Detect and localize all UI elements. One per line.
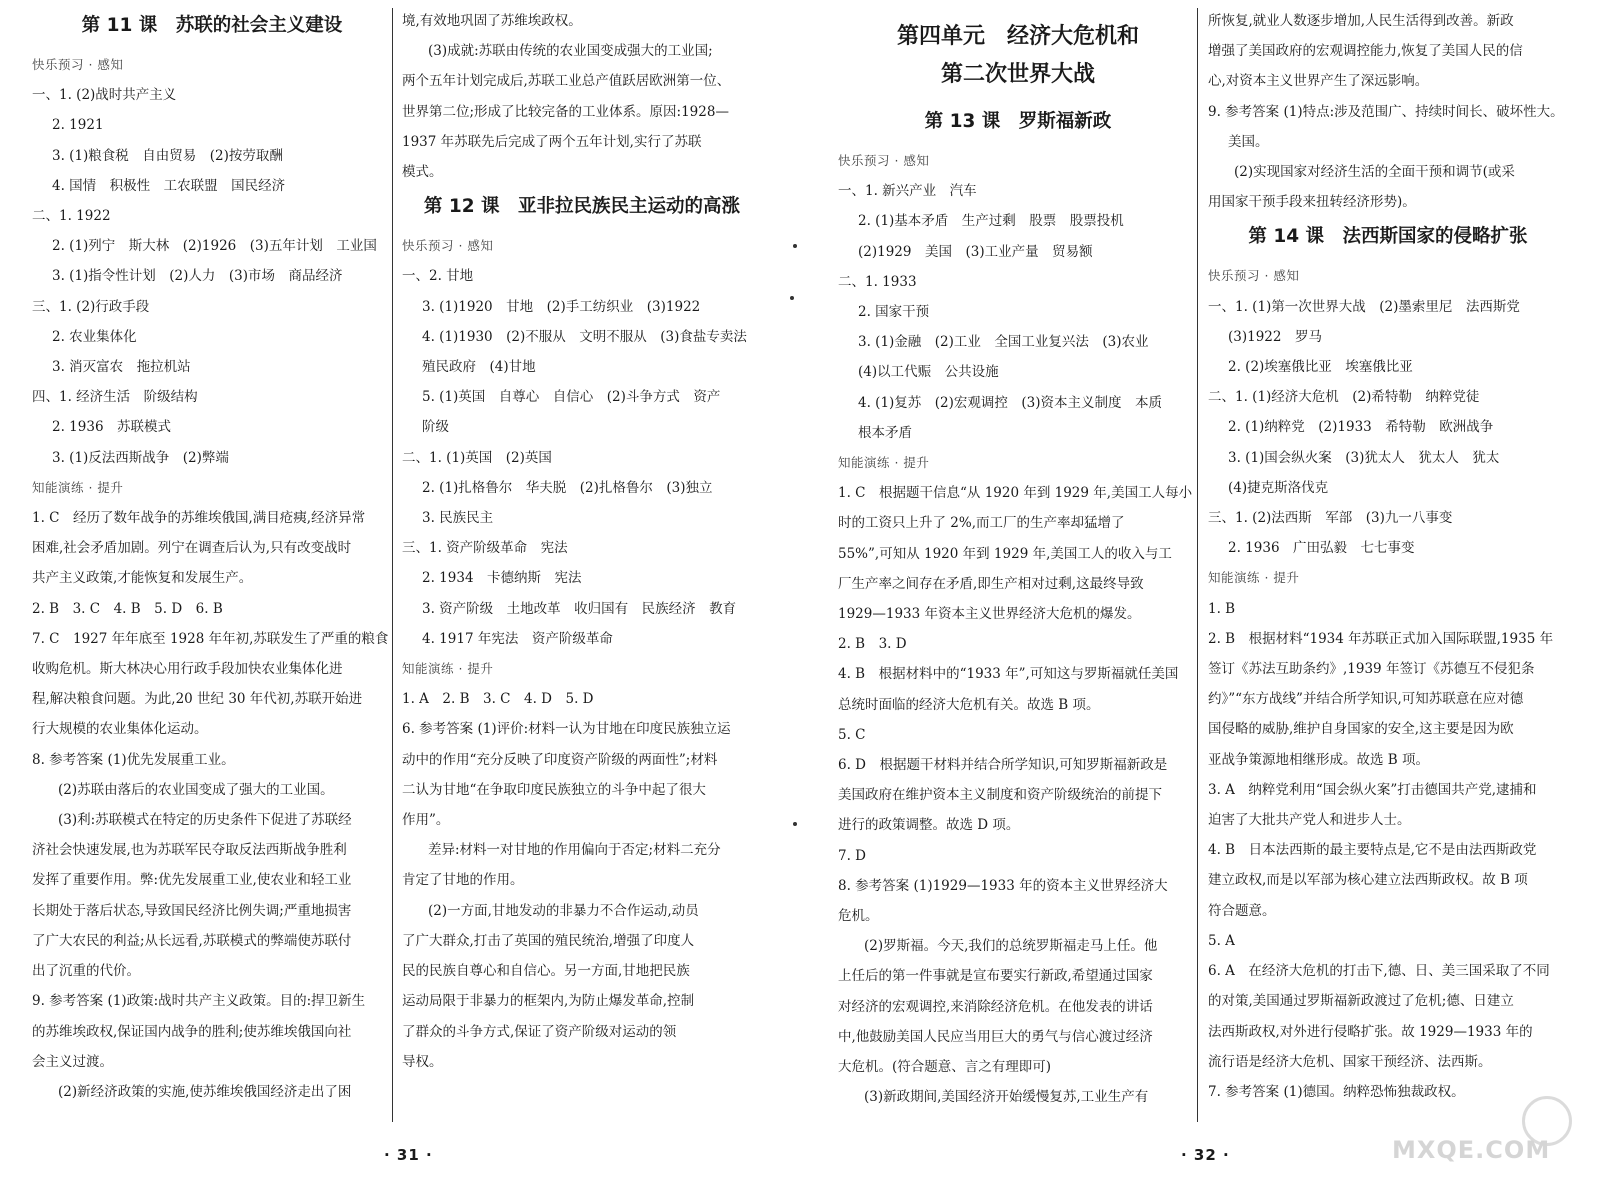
answer-line: 3. (1)指令性计划 (2)人力 (3)市场 商品经济 <box>52 268 343 285</box>
lesson-11-title: 第 11 课 苏联的社会主义建设 <box>81 15 343 36</box>
answer-line: 的对策,美国通过罗斯福新政渡过了危机;德、日建立 <box>1208 993 1514 1010</box>
answer-line: 流行语是经济大危机、国家干预经济、法西斯。 <box>1208 1053 1492 1070</box>
answer-line: 5. (1)英国 自尊心 自信心 (2)斗争方式 资产 <box>422 389 721 406</box>
answer-line: 2. 农业集体化 <box>52 328 137 345</box>
answer-line: 了广大群众,打击了英国的殖民统治,增强了印度人 <box>402 932 695 949</box>
answer-line: 1. B <box>1208 600 1236 617</box>
answer-line: (3)成就:苏联由传统的农业国变成强大的工业国; <box>428 43 713 60</box>
answer-line: 阶级 <box>422 419 449 436</box>
answer-line: 4. 国情 积极性 工农联盟 国民经济 <box>52 177 286 194</box>
answer-line: 签订《苏法互助条约》,1939 年签订《苏德互不侵犯条 <box>1208 661 1535 678</box>
answer-line: 所恢复,就业人数逐步增加,人民生活得到改善。新政 <box>1208 13 1514 29</box>
answer-line: 2. 1936 广田弘毅 七七事变 <box>1228 540 1415 557</box>
answer-line: 5. C <box>838 726 866 743</box>
answer-line: 发挥了重要作用。弊:优先发展重工业,使农业和轻工业 <box>32 872 352 889</box>
answer-line: 3. (1)反法西斯战争 (2)弊端 <box>52 449 229 466</box>
answer-line: 民的民族自尊心和自信心。另一方面,甘地把民族 <box>402 963 690 980</box>
answer-line: 行大规模的农业集体化运动。 <box>32 721 208 738</box>
answer-line: 3. A 纳粹党利用“国会纵火案”打击德国共产党,逮捕和 <box>1208 781 1537 798</box>
answer-line: 1. C 根据题干信息“从 1920 年到 1929 年,美国工人每小 <box>838 485 1193 502</box>
answer-line: 一、1. 新兴产业 汽车 <box>838 183 977 200</box>
section-heading: 知能演练 · 提升 <box>838 455 930 471</box>
answer-line: (2)1929 美国 (3)工业产量 贸易额 <box>858 243 1093 260</box>
answer-line: 了广大农民的利益;从长远看,苏联模式的弊端使苏联付 <box>32 932 352 949</box>
answer-line: 模式。 <box>402 164 443 181</box>
answer-line: 四、1. 经济生活 阶级结构 <box>32 389 198 406</box>
lesson-14-body <box>1208 261 1568 1107</box>
answer-line: 差异:材料一对甘地的作用偏向于否定;材料二充分 <box>428 842 721 859</box>
answer-line: (4)捷克斯洛伐克 <box>1228 479 1329 496</box>
answer-line: (3)新政期间,美国经济开始缓慢复苏,工业生产有 <box>864 1089 1149 1106</box>
answer-line: 3. 民族民主 <box>422 510 494 527</box>
section-heading: 知能演练 · 提升 <box>1208 570 1300 586</box>
page-31-column-right <box>402 6 762 1126</box>
answer-line: 进行的政策调整。故选 D 项。 <box>838 817 1020 834</box>
answer-line: (2)罗斯福。今天,我们的总统罗斯福走马上任。他 <box>864 938 1158 955</box>
answer-line: (3)1922 罗马 <box>1228 328 1322 345</box>
answer-line: 长期处于落后状态,导致国民经济比例失调;严重地损害 <box>32 902 352 919</box>
answer-line: 3. (1)国会纵火案 (3)犹太人 犹太人 犹太 <box>1228 449 1500 466</box>
answer-line: 会主义过渡。 <box>32 1053 113 1070</box>
answer-line: 6. 参考答案 (1)评价:材料一认为甘地在印度民族独立运 <box>402 721 731 738</box>
answer-line: 1937 年苏联先后完成了两个五年计划,实行了苏联 <box>402 133 702 150</box>
answer-line: 二、1. (1)英国 (2)英国 <box>402 449 552 466</box>
answer-line: 2. 1921 <box>52 117 104 134</box>
answer-line: 肯定了甘地的作用。 <box>402 872 524 889</box>
answer-line: 2. B 3. D <box>838 636 907 653</box>
answer-line: 4. (1)1930 (2)不服从 文明不服从 (3)食盐专卖法 <box>422 328 747 345</box>
answer-line: 8. 参考答案 (1)优先发展重工业。 <box>32 751 235 768</box>
answer-line: 动中的作用“充分反映了印度资产阶级的两面性”;材料 <box>402 751 718 768</box>
answer-line: 出了沉重的代价。 <box>32 963 140 980</box>
answer-line: 用国家干预手段来扭转经济形势)。 <box>1208 194 1416 211</box>
answer-line: 厂生产率之间存在矛盾,即生产相对过剩,这最终导致 <box>838 575 1144 592</box>
answer-line: 4. B 日本法西斯的最主要特点是,它不是由法西斯政党 <box>1208 842 1537 859</box>
scan-speck <box>793 244 797 248</box>
answer-line: 8. 参考答案 (1)1929—1933 年的资本主义世界经济大 <box>838 877 1168 894</box>
section-heading: 快乐预习 · 感知 <box>1208 268 1300 284</box>
answer-line: 迫害了大批共产党人和进步人士。 <box>1208 812 1411 829</box>
answer-line: 二、1. 1933 <box>838 273 917 290</box>
answer-line: 作用”。 <box>402 812 450 829</box>
answer-line: (2)新经济政策的实施,使苏维埃俄国经济走出了困 <box>58 1083 352 1100</box>
answer-line: 3. 资产阶级 土地改革 收归国有 民族经济 教育 <box>422 600 737 617</box>
answer-line: 2. (1)列宁 斯大林 (2)1926 (3)五年计划 工业国 <box>52 238 377 255</box>
answer-line: 一、1. (1)第一次世界大战 (2)墨索里尼 法西斯党 <box>1208 298 1520 315</box>
answer-line: 三、1. 资产阶级革命 宪法 <box>402 540 568 557</box>
lesson-12-body <box>402 231 762 1077</box>
answer-line: 世界第二位;形成了比较完备的工业体系。原因:1928— <box>402 103 729 120</box>
answer-line: 共产主义政策,才能恢复和发展生产。 <box>32 570 253 587</box>
answer-line: 1929—1933 年资本主义世界经济大危机的爆发。 <box>838 606 1141 623</box>
answer-line: 困难,社会矛盾加剧。列宁在调查后认为,只有改变战时 <box>32 540 352 557</box>
answer-line: 2. 国家干预 <box>858 304 930 321</box>
answer-line: 4. (1)复苏 (2)宏观调控 (3)资本主义制度 本质 <box>858 394 1163 411</box>
answer-line: 7. D <box>838 847 866 864</box>
answer-line: 导权。 <box>402 1053 443 1070</box>
lesson-13-continued <box>1208 6 1568 217</box>
answer-line: 对经济的宏观调控,来消除经济危机。在他发表的讲话 <box>838 998 1153 1015</box>
section-heading: 知能演练 · 提升 <box>402 661 494 677</box>
answer-line: 了群众的斗争方式,保证了资产阶级对运动的领 <box>402 1023 677 1040</box>
answer-line: 约》”“东方战线”并结合所学知识,可知苏联意在应对德 <box>1208 691 1524 708</box>
answer-line: 中,他鼓励美国人民应当用巨大的勇气与信心渡过经济 <box>838 1028 1153 1045</box>
lesson-13-body <box>838 146 1198 1113</box>
answer-line: 增强了美国政府的宏观调控能力,恢复了美国人民的信 <box>1208 43 1523 60</box>
answer-line: 三、1. (2)法西斯 军部 (3)九一八事变 <box>1208 510 1453 527</box>
answer-line: 5. A <box>1208 932 1235 949</box>
page-32-column-right <box>1208 6 1568 1126</box>
column-divider <box>392 8 393 1122</box>
answer-line: 大危机。(符合题意、言之有理即可) <box>838 1059 1052 1076</box>
answer-line: 运动局限于非暴力的框架内,为防止爆发革命,控制 <box>402 993 695 1010</box>
answer-line: 1. C 经历了数年战争的苏维埃俄国,满目疮痍,经济异常 <box>32 510 366 527</box>
section-heading: 知能演练 · 提升 <box>32 479 124 495</box>
answer-line: 2. (1)扎格鲁尔 华夫脱 (2)扎格鲁尔 (3)独立 <box>422 479 713 496</box>
answer-line: 的苏维埃政权,保证国内战争的胜利;使苏维埃俄国向社 <box>32 1023 352 1040</box>
answer-line: 一、1. (2)战时共产主义 <box>32 87 177 104</box>
answer-line: (2)实现国家对经济生活的全面干预和调节(或采 <box>1234 164 1515 181</box>
answer-line: 2. (1)基本矛盾 生产过剩 股票 股票投机 <box>858 213 1124 230</box>
site-watermark <box>1392 1096 1582 1164</box>
answer-line: 2. B 根据材料“1934 年苏联正式加入国际联盟,1935 年 <box>1208 630 1554 647</box>
answer-line: 美国。 <box>1228 133 1269 150</box>
answer-line: 境,有效地巩固了苏维埃政权。 <box>402 13 582 29</box>
answer-line: 符合题意。 <box>1208 902 1276 919</box>
lesson-13-title: 第 13 课 罗斯福新政 <box>924 111 1112 132</box>
column-divider <box>1197 8 1198 1122</box>
unit-4-title-line-1: 第四单元 经济大危机和 <box>896 24 1139 49</box>
answer-line: 6. D 根据题干材料并结合所学知识,可知罗斯福新政是 <box>838 757 1168 774</box>
lesson-12-title: 第 12 课 亚非拉民族民主运动的高涨 <box>423 196 741 218</box>
answer-line: 根本矛盾 <box>858 424 912 441</box>
answer-line: 济社会快速发展,也为苏联军民夺取反法西斯战争胜利 <box>32 842 347 859</box>
answer-line: 总统时面临的经济大危机有关。故选 B 项。 <box>838 696 1100 713</box>
answer-line: 上任后的第一件事就是宣布要实行新政,希望通过国家 <box>838 968 1153 985</box>
section-heading: 快乐预习 · 感知 <box>402 238 494 254</box>
answer-line: (4)以工代赈 公共设施 <box>858 364 999 381</box>
answer-line: (3)利:苏联模式在特定的历史条件下促进了苏联经 <box>58 812 352 829</box>
answer-line: 亚战争策源地相继形成。故选 B 项。 <box>1208 751 1430 768</box>
answer-line: 2. 1936 苏联模式 <box>52 419 172 436</box>
lesson-11-continued <box>402 6 762 187</box>
answer-line: 3. (1)1920 甘地 (2)手工纺织业 (3)1922 <box>422 298 701 315</box>
scan-speck <box>793 822 797 826</box>
answer-line: (2)苏联由落后的农业国变成了强大的工业国。 <box>58 781 334 798</box>
watermark-text: MXQE.COM <box>1392 1136 1551 1164</box>
answer-line: 2. B 3. C 4. B 5. D 6. B <box>32 600 223 617</box>
answer-line: 7. C 1927 年年底至 1928 年年初,苏联发生了严重的粮食 <box>32 630 389 647</box>
answer-line: 殖民政府 (4)甘地 <box>422 359 536 376</box>
answer-line: 程,解决粮食问题。为此,20 世纪 30 年代初,苏联开始进 <box>32 691 363 708</box>
section-heading: 快乐预习 · 感知 <box>838 153 930 168</box>
answer-line: 3. 消灭富农 拖拉机站 <box>52 359 191 376</box>
answer-line: 3. (1)金融 (2)工业 全国工业复兴法 (3)农业 <box>858 334 1149 351</box>
answer-line: (2)一方面,甘地发动的非暴力不合作运动,动员 <box>428 902 699 919</box>
answer-line: 时的工资只上升了 2%,而工厂的生产率却猛增了 <box>838 515 1125 532</box>
answer-line: 心,对资本主义世界产生了深远影响。 <box>1208 73 1429 90</box>
answer-line: 两个五年计划完成后,苏联工业总产值跃居欧洲第一位、 <box>402 73 731 90</box>
answer-line: 4. B 根据材料中的“1933 年”,可知这与罗斯福就任美国 <box>838 666 1179 683</box>
answer-line: 2. (2)埃塞俄比亚 埃塞俄比亚 <box>1228 359 1413 376</box>
answer-line: 4. 1917 年宪法 资产阶级革命 <box>422 630 613 647</box>
answer-line: 3. (1)粮食税 自由贸易 (2)按劳取酬 <box>52 147 283 164</box>
answer-line: 6. A 在经济大危机的打击下,德、日、美三国采取了不同 <box>1208 963 1550 980</box>
answer-line: 二、1. (1)经济大危机 (2)希特勒 纳粹党徒 <box>1208 389 1480 406</box>
answer-line: 1. A 2. B 3. C 4. D 5. D <box>402 691 594 708</box>
answer-line: 7. 参考答案 (1)德国。纳粹恐怖独裁政权。 <box>1208 1083 1465 1100</box>
answer-line: 二、1. 1922 <box>32 208 111 225</box>
page-32-column-left <box>838 6 1198 1126</box>
answer-line: 收购危机。斯大林决心用行政手段加快农业集体化进 <box>32 661 343 678</box>
page-number-32: · 32 · <box>1181 1146 1230 1164</box>
answer-line: 危机。 <box>838 908 879 925</box>
unit-4-title-line-2: 第二次世界大战 <box>940 62 1095 87</box>
answer-line: 二认为甘地“在争取印度民族独立的斗争中起了很大 <box>402 781 706 798</box>
answer-line: 美国政府在维护资本主义制度和资产阶级统治的前提下 <box>838 787 1162 804</box>
page-number-31: · 31 · <box>384 1146 433 1164</box>
answer-line: 法西斯政权,对外进行侵略扩张。故 1929—1933 年的 <box>1208 1023 1533 1040</box>
answer-line: 国侵略的威胁,维护自身国家的安全,这主要是因为欧 <box>1208 721 1514 738</box>
answer-line: 三、1. (2)行政手段 <box>32 298 150 315</box>
lesson-11-body <box>32 50 392 1107</box>
answer-line: 建立政权,而是以军部为核心建立法西斯政权。故 B 项 <box>1208 872 1528 889</box>
scan-speck <box>790 296 794 300</box>
answer-line: 55%”,可知从 1920 年到 1929 年,美国工人的收入与工 <box>838 545 1172 562</box>
answer-line: 一、2. 甘地 <box>402 268 474 285</box>
lesson-14-title: 第 14 课 法西斯国家的侵略扩张 <box>1248 226 1528 248</box>
unit-4-title <box>838 18 1198 94</box>
section-heading: 快乐预习 · 感知 <box>32 57 124 72</box>
answer-line: 2. (1)纳粹党 (2)1933 希特勒 欧洲战争 <box>1228 419 1494 436</box>
answer-line: 9. 参考答案 (1)特点:涉及范围广、持续时间长、破坏性大。 <box>1208 103 1564 120</box>
answer-line: 9. 参考答案 (1)政策:战时共产主义政策。目的:捍卫新生 <box>32 993 366 1010</box>
answer-line: 2. 1934 卡德纳斯 宪法 <box>422 570 582 587</box>
page-31-column-left <box>32 6 392 1126</box>
